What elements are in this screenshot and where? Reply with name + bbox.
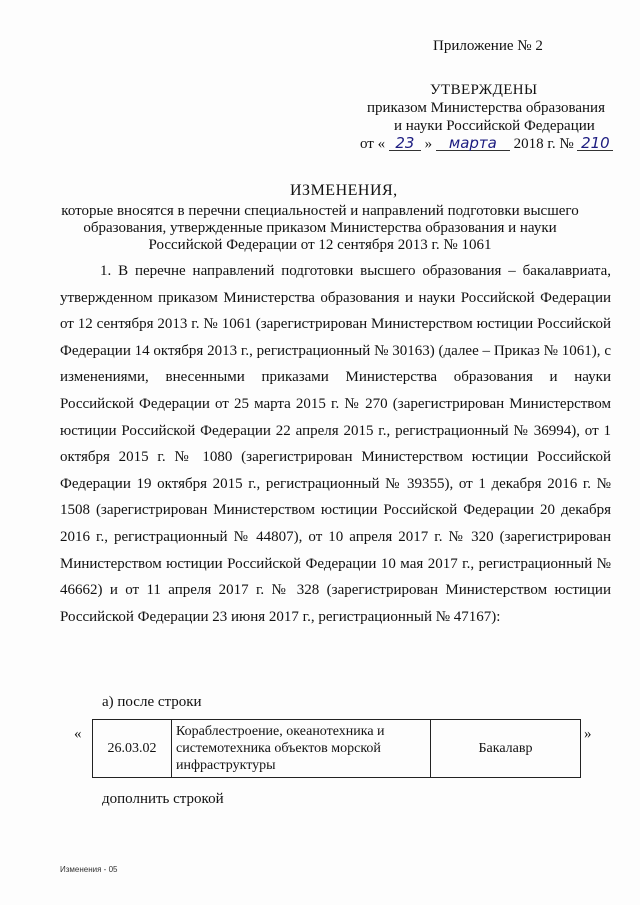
- approved-title: УТВЕРЖДЕНЫ: [430, 82, 538, 98]
- handwritten-month: марта: [436, 136, 510, 151]
- specialty-table: [92, 719, 581, 778]
- document-heading: ИЗМЕНЕНИЯ,: [290, 182, 398, 199]
- date-prefix: от «: [360, 136, 386, 152]
- table-row: [93, 720, 581, 778]
- handwritten-order-number: 210: [577, 136, 613, 151]
- appendix-label: Приложение № 2: [433, 38, 543, 54]
- approved-by-line-1: приказом Министерства образования: [367, 100, 605, 116]
- qualification-level: Бакалавр: [431, 720, 581, 778]
- document-subtitle-line-3: Российской Федерации от 12 сентября 2013 г. № 1061: [148, 237, 492, 253]
- approved-by-line-2: и науки Российской Федерации: [394, 118, 595, 134]
- footer-label: Изменения - 05: [60, 865, 118, 874]
- date-year: 2018 г. №: [513, 136, 574, 152]
- specialty-code: 26.03.02: [93, 720, 172, 778]
- quote-close: »: [584, 726, 592, 742]
- add-line-label: дополнить строкой: [102, 791, 224, 807]
- quote-open: «: [74, 726, 82, 742]
- paragraph-1: 1. В перечне направлений подготовки высшего образования – бакалавриата, утвержденном приказом Министерства образования и науки Российской Федерации от 12 сентября 2013 г. № 1061 (зарегистрирован Министерством юстиции Российской Федерации 14 октября 2013 г., регистрационный № 30163) (далее – Приказ № 1061), с изменениями, внесенными приказами Министерства образования и науки Российской Федерации от 25 марта 2015 г. № 270 (зарегистрирован Министерством юстиции Российской Федерации 22 апреля 2015 г., регистрационный № 36994), от 1 октября 2015 г. № 1080 (зарегистрирован Министерством юстиции Российской Федерации 19 октября 2015 г., регистрационный № 39355), от 1 декабря 2016 г. № 1508 (зарегистрирован Министерством юстиции Российской Федерации 20 декабря 2016 г., регистрационный № 44807), от 10 апреля 2017 г. № 320 (зарегистрирован Министерством юстиции Российской Федерации 10 мая 2017 г., регистрационный № 46662) и от 11 апреля 2017 г. № 328 (зарегистрирован Министерством юстиции Российской Федерации 23 июня 2017 г., регистрационный № 47167):: [60, 263, 611, 625]
- document-subtitle-line-2: образования, утвержденные приказом Министерства образования и науки: [83, 220, 557, 236]
- date-separator: »: [424, 136, 433, 152]
- document-subtitle-line-1: которые вносятся в перечни специальностей и направлений подготовки высшего: [61, 203, 579, 219]
- specialty-name: Кораблестроение, океанотехника и системотехника объектов морской инфраструктуры: [172, 720, 431, 778]
- approval-date-line: [360, 136, 613, 153]
- handwritten-day: 23: [389, 136, 421, 151]
- after-line-label: а) после строки: [102, 694, 202, 710]
